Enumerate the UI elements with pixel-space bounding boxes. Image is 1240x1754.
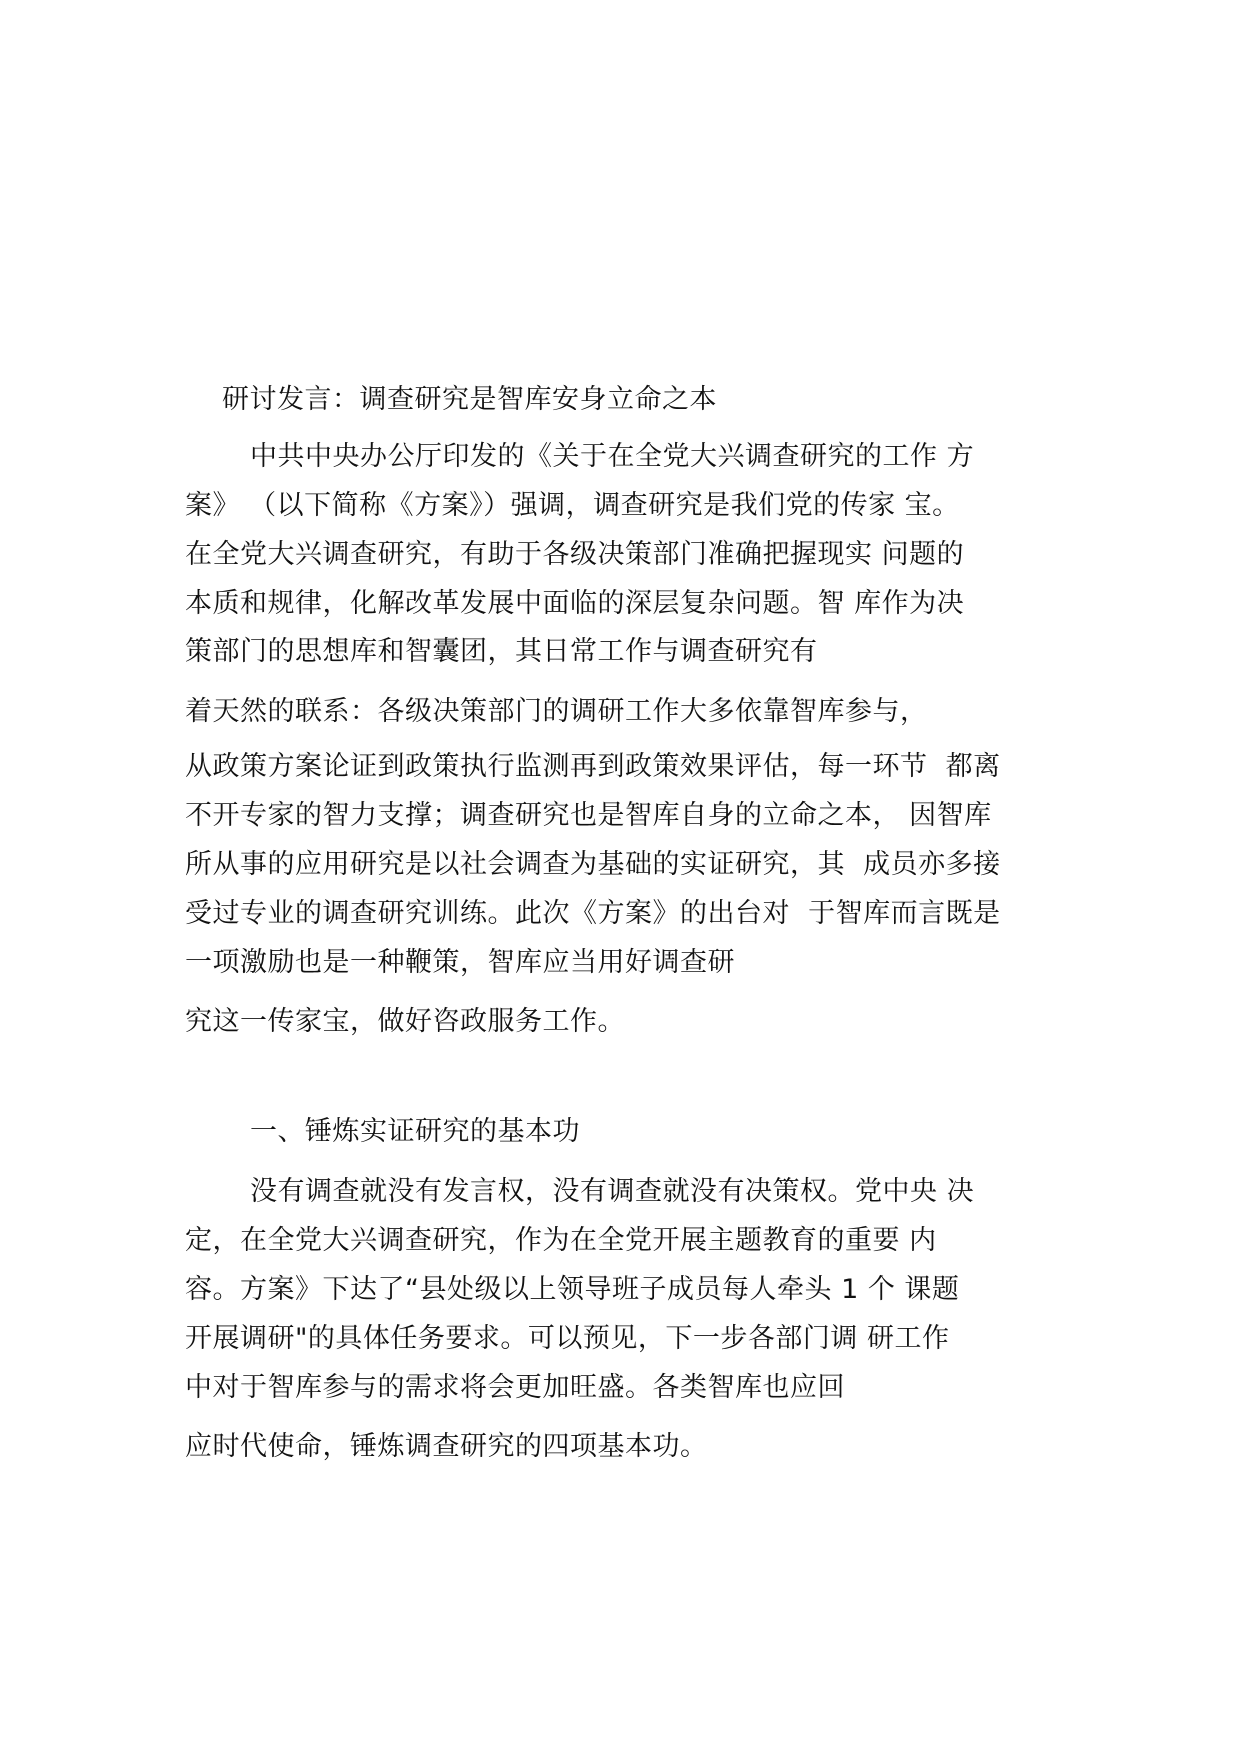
paragraph-line: 策部门的思想库和智囊团，其日常工作与调查研究有 — [185, 636, 818, 667]
section-heading: 一、锤炼实证研究的基本功 — [250, 1116, 580, 1147]
paragraph-line: 在全党大兴调查研究，有助于各级决策部门准确把握现实 问题的 — [185, 539, 965, 570]
paragraph-line: 本质和规律，化解改革发展中面临的深层复杂问题。智 库作为决 — [185, 588, 965, 619]
paragraph-line: 没有调查就没有发言权，没有调查就没有决策权。党中央 决 — [250, 1176, 975, 1207]
paragraph-line: 案》 （以下简称《方案》）强调，调查研究是我们党的传家 宝。 — [185, 490, 960, 521]
paragraph-line: 究这一传家宝，做好咨政服务工作。 — [185, 1006, 625, 1037]
paragraph-line: 着天然的联系：各级决策部门的调研工作大多依靠智库参与， — [185, 696, 928, 727]
paragraph-line: 定，在全党大兴调查研究，作为在全党开展主题教育的重要 内 — [185, 1225, 937, 1256]
paragraph-line: 容。方案》下达了“县处级以上领导班子成员每人牵头 1 个 课题 — [185, 1274, 960, 1305]
paragraph-line: 中共中央办公厅印发的《关于在全党大兴调查研究的工作 方 — [250, 441, 975, 472]
document-title: 研讨发言：调查研究是智库安身立命之本 — [222, 384, 717, 415]
paragraph-line: 从政策方案论证到政策执行监测再到政策效果评估，每一环节 都离 — [185, 751, 1001, 782]
paragraph-line: 开展调研"的具体任务要求。可以预见，下一步各部门调 研工作 — [185, 1323, 950, 1354]
paragraph-line: 一项激励也是一种鞭策，智库应当用好调查研 — [185, 947, 735, 978]
paragraph-line: 中对于智库参与的需求将会更加旺盛。各类智库也应回 — [185, 1372, 845, 1403]
paragraph-line: 应时代使命，锤炼调查研究的四项基本功。 — [185, 1431, 708, 1462]
paragraph-line: 所从事的应用研究是以社会调查为基础的实证研究，其 成员亦多接 — [185, 849, 1001, 880]
paragraph-line: 受过专业的调查研究训练。此次《方案》的出台对 于智库而言既是 — [185, 898, 1001, 929]
paragraph-line: 不开专家的智力支撑；调查研究也是智库自身的立命之本， 因智库 — [185, 800, 992, 831]
